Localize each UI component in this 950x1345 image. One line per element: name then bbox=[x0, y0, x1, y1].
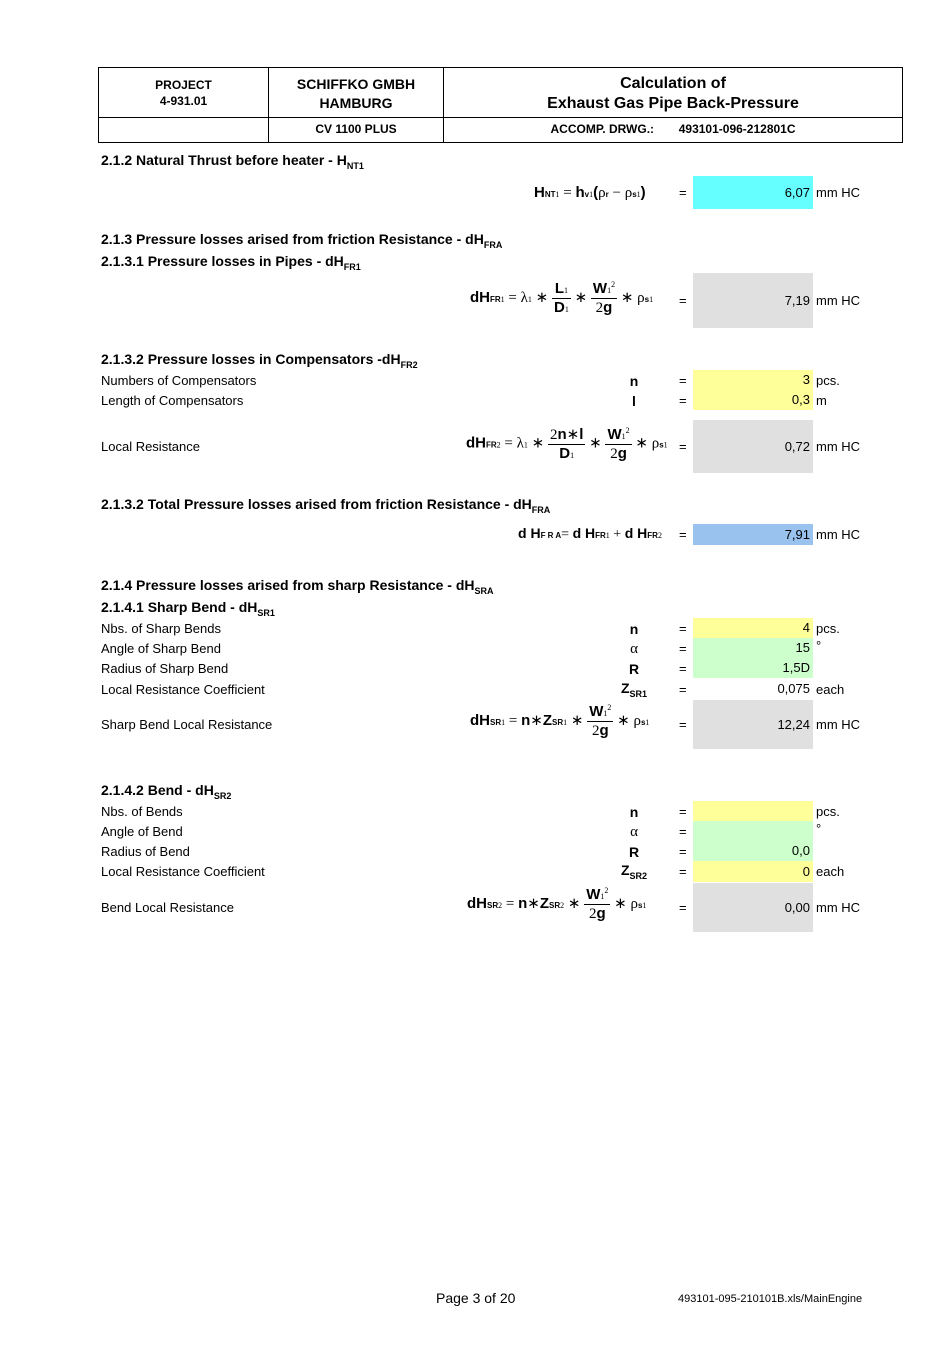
sharp-bend-resistance-value: 12,24 bbox=[693, 700, 813, 749]
sharp-bend-resistance-label: Sharp Bend Local Resistance bbox=[101, 717, 273, 732]
section-2-1-4-2-title: 2.1.4.2 Bend - $dH_{SR2}$ bbox=[101, 782, 232, 801]
compensator-count-unit: pcs. bbox=[816, 373, 840, 388]
model-text: CV 1100 PLUS bbox=[315, 122, 397, 136]
title-line2: Exhaust Gas Pipe Back-Pressure bbox=[547, 95, 799, 112]
bend-coeff-unit: each bbox=[816, 864, 845, 879]
equals-sign: = bbox=[679, 439, 687, 454]
local-resistance-label: Local Resistance bbox=[101, 439, 200, 454]
sharp-bend-angle-value[interactable]: 15 bbox=[693, 638, 813, 658]
equals-sign: = bbox=[679, 661, 687, 676]
sharp-bend-resistance-unit: mm HC bbox=[816, 717, 861, 732]
local-resistance-value: 0,72 bbox=[693, 420, 813, 473]
formula-total-friction: d HF R A= d HFR1 + d HFR2 bbox=[518, 525, 662, 542]
section-total-friction-title: 2.1.3.2 Total Pressure losses arised from friction Resistance - $dH_{FRA}$ bbox=[101, 496, 551, 515]
bend-count-unit: pcs. bbox=[816, 804, 840, 819]
company-cell bbox=[269, 68, 444, 117]
sharp-bend-radius-value[interactable]: 1,5D bbox=[693, 658, 813, 678]
bend-coeff-symbol: $Z_{SR2}$ bbox=[620, 862, 648, 881]
bend-angle-label: Angle of Bend bbox=[101, 824, 183, 839]
equals-sign: = bbox=[679, 824, 687, 839]
sharp-bend-count-symbol: n bbox=[629, 621, 639, 637]
pipe-friction-unit: mm HC bbox=[816, 293, 861, 308]
bend-angle-unit: ° bbox=[816, 821, 822, 836]
compensator-length-label: Length of Compensators bbox=[101, 393, 244, 408]
title-line1: Calculation of bbox=[620, 75, 726, 92]
bend-coeff-value[interactable]: 0 bbox=[693, 861, 813, 882]
bend-angle-value[interactable] bbox=[693, 821, 813, 841]
bend-resistance-label: Bend Local Resistance bbox=[101, 900, 234, 915]
sharp-bend-radius-symbol: R bbox=[628, 661, 640, 677]
sharp-bend-coeff-value: 0,075 bbox=[777, 681, 810, 696]
sharp-bend-count-label: Nbs. of Sharp Bends bbox=[101, 621, 221, 636]
bend-count-value[interactable] bbox=[693, 801, 813, 821]
sharp-bend-angle-label: Angle of Sharp Bend bbox=[101, 641, 221, 656]
compensator-count-value[interactable]: 3 bbox=[693, 370, 813, 390]
compensator-length-symbol: l bbox=[632, 393, 636, 409]
natural-thrust-unit: mm HC bbox=[816, 185, 861, 200]
bend-resistance-unit: mm HC bbox=[816, 900, 861, 915]
equals-sign: = bbox=[679, 393, 687, 408]
local-resistance-unit: mm HC bbox=[816, 439, 861, 454]
equals-sign: = bbox=[679, 527, 687, 542]
compensator-length-value[interactable]: 0,3 bbox=[693, 390, 813, 410]
project-number: 4-931.01 bbox=[159, 94, 208, 108]
formula-compensator: dHFR2 = λ1 ∗ $\frac{2n∗l}{D1}$ ∗ $\frac{W1^2}{2g}$ ∗ ρs1 bbox=[466, 425, 668, 462]
title-cell bbox=[444, 68, 902, 117]
sharp-bend-angle-symbol: α bbox=[630, 641, 638, 657]
formula-sharp-bend: dHSR1 = n∗ZSR1 ∗ $\frac{W1^2}{2g}$ ∗ ρs1 bbox=[470, 703, 650, 739]
model-cell bbox=[269, 117, 444, 142]
bend-radius-label: Radius of Bend bbox=[101, 844, 190, 859]
formula-pipe-friction: dHFR1 = λ1 ∗ $\frac{L1}{D1}$ ∗ $\frac{W1^2}{2g}$ ∗ ρs1 bbox=[470, 280, 654, 316]
equals-sign: = bbox=[679, 621, 687, 636]
compensator-count-label: Numbers of Compensators bbox=[101, 373, 257, 388]
section-2-1-3-2-title: 2.1.3.2 Pressure losses in Compensators $-dH_{FR2}$ bbox=[101, 351, 418, 370]
sharp-bend-angle-unit: ° bbox=[816, 638, 822, 653]
section-2-1-4-1-title: 2.1.4.1 Sharp Bend - $dH_{SR1}$ bbox=[101, 599, 275, 618]
header-table bbox=[98, 67, 903, 143]
bend-count-label: Nbs. of Bends bbox=[101, 804, 183, 819]
equals-sign: = bbox=[679, 373, 687, 388]
sharp-bend-count-unit: pcs. bbox=[816, 621, 840, 636]
bend-radius-symbol: R bbox=[628, 844, 640, 860]
compensator-length-unit: m bbox=[816, 393, 827, 408]
empty-cell bbox=[99, 117, 269, 142]
accomp-label: ACCOMP. DRWG.: bbox=[550, 122, 655, 136]
sharp-bend-coeff-label: Local Resistance Coefficient bbox=[101, 682, 265, 697]
equals-sign: = bbox=[679, 804, 687, 819]
sharp-bend-coeff-unit: each bbox=[816, 682, 845, 697]
equals-sign: = bbox=[679, 682, 687, 697]
bend-angle-symbol: α bbox=[630, 824, 638, 840]
total-friction-unit: mm HC bbox=[816, 527, 861, 542]
total-friction-value: 7,91 bbox=[693, 524, 813, 545]
equals-sign: = bbox=[679, 641, 687, 656]
equals-sign: = bbox=[679, 864, 687, 879]
section-2-1-3-title: 2.1.3 Pressure losses arised from friction Resistance - $dH_{FRA}$ bbox=[101, 231, 503, 250]
company-line1: SCHIFFKO GMBH bbox=[296, 76, 416, 92]
project-cell bbox=[99, 68, 269, 117]
company-line2: HAMBURG bbox=[319, 95, 393, 111]
equals-sign: = bbox=[679, 844, 687, 859]
section-2-1-3-1-title: 2.1.3.1 Pressure losses in Pipes - $dH_{FR1}$ bbox=[101, 253, 361, 272]
pipe-friction-value: 7,19 bbox=[693, 273, 813, 328]
sharp-bend-radius-label: Radius of Sharp Bend bbox=[101, 661, 229, 676]
equals-sign: = bbox=[679, 717, 687, 732]
natural-thrust-value: 6,07 bbox=[693, 176, 813, 209]
sharp-bend-count-value[interactable]: 4 bbox=[693, 618, 813, 638]
file-reference: 493101-095-210101B.xls/MainEngine bbox=[678, 1293, 863, 1305]
formula-natural-thrust: HNT1 = hv1(ρr − ρs1) bbox=[534, 184, 646, 201]
page-number: Page 3 of 20 bbox=[436, 1290, 516, 1306]
formula-bend: dHSR2 = n∗ZSR2 ∗ $\frac{W1^2}{2g}$ ∗ ρs1 bbox=[467, 886, 647, 922]
sharp-bend-coeff-symbol: $Z_{SR1}$ bbox=[620, 680, 648, 699]
bend-radius-value[interactable]: 0,0 bbox=[693, 841, 813, 861]
bend-count-symbol: n bbox=[629, 804, 639, 820]
bend-resistance-value: 0,00 bbox=[693, 883, 813, 932]
compensator-count-symbol: n bbox=[629, 373, 639, 389]
equals-sign: = bbox=[679, 900, 687, 915]
equals-sign: = bbox=[679, 293, 687, 308]
accomp-cell bbox=[444, 117, 902, 142]
equals-sign: = bbox=[679, 185, 687, 200]
accomp-value: 493101-096-212801C bbox=[678, 122, 796, 136]
project-label: PROJECT bbox=[155, 78, 212, 92]
section-2-1-4-title: 2.1.4 Pressure losses arised from sharp Resistance - $dH_{SRA}$ bbox=[101, 577, 494, 596]
bend-coeff-label: Local Resistance Coefficient bbox=[101, 864, 265, 879]
section-2-1-2-title: 2.1.2 Natural Thrust before heater - $H_{NT1}$ bbox=[101, 152, 364, 171]
